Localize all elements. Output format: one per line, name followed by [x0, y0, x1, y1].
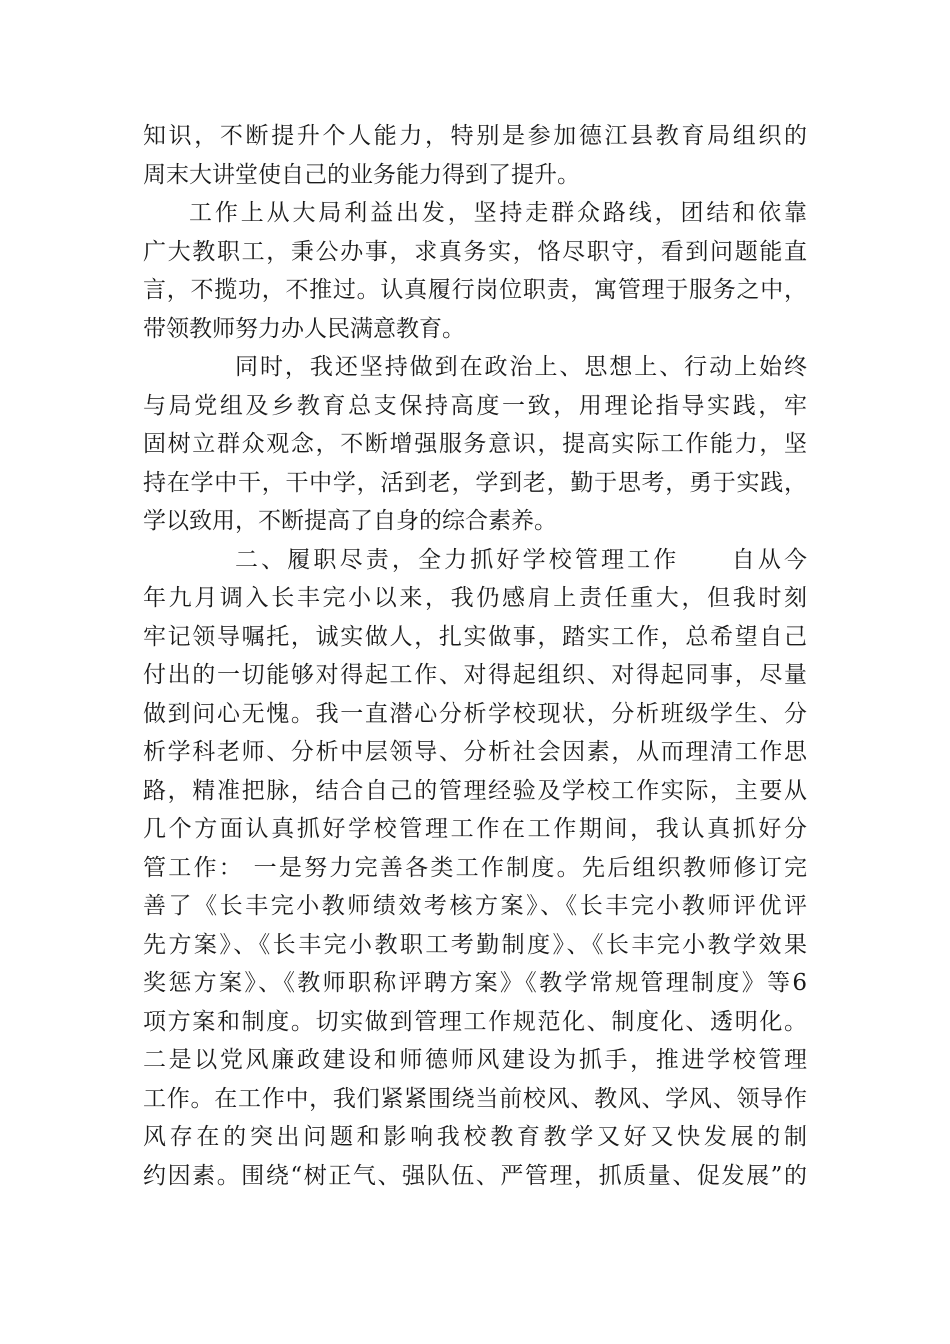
text-line: 风存在的突出问题和影响我校教育教学又好又快发展的制	[143, 1124, 807, 1150]
text-line: 约因素。围绕“树正气、强队伍、严管理，抓质量、促发展”的	[143, 1162, 807, 1189]
text-line: 几个方面认真抓好学校管理工作在工作期间，我认真抓好分	[143, 816, 807, 842]
text-line: 路，精准把脉，结合自己的管理经验及学校工作实际，主要从	[143, 777, 807, 804]
text-line: 周末大讲堂使自己的业务能力得到了提升。	[143, 161, 580, 188]
text-line: 学以致用，不断提高了自身的综合素养。	[143, 508, 557, 534]
text-line: 项方案和制度。切实做到管理工作规范化、制度化、透明化。	[143, 1008, 807, 1035]
text-line: 年九月调入长丰完小以来，我仍感肩上责任重大，但我时刻	[143, 585, 807, 611]
text-line: 与局党组及乡教育总支保持高度一致，用理论指导实践，牢	[143, 392, 807, 419]
text-line: 析学科老师、分析中层领导、分析社会因素，从而理清工作思	[143, 739, 807, 765]
text-line: 广大教职工，秉公办事，求真务实，恪尽职守，看到问题能直	[143, 238, 807, 265]
text-line: 管工作： 一是努力完善各类工作制度。先后组织教师修订完	[143, 854, 807, 881]
text-line: 牢记领导嘱托，诚实做人，扎实做事，踏实工作，总希望自己	[143, 623, 807, 650]
text-line: 知识，不断提升个人能力，特别是参加德江县教育局组织的	[143, 123, 807, 149]
text-line: 带领教师努力办人民满意教育。	[143, 315, 465, 342]
text-line: 工作。在工作中，我们紧紧围绕当前校风、教风、学风、领导作	[143, 1085, 807, 1112]
text-line: 付出的一切能够对得起工作、对得起组织、对得起同事，尽量	[143, 662, 807, 688]
section-heading-line: 二、履职尽责，全力抓好学校管理工作 自从今	[235, 546, 807, 573]
text-line: 做到问心无愧。我一直潜心分析学校现状，分析班级学生、分	[143, 700, 807, 727]
text-line: 二是以党风廉政建设和师德师风建设为抓手，推进学校管理	[143, 1047, 807, 1073]
text-line: 持在学中干，干中学，活到老，学到老，勤于思考，勇于实践，	[143, 469, 807, 496]
text-line: 奖惩方案》、《教师职称评聘方案》《教学常规管理制度》等6	[143, 970, 807, 996]
text-line: 同时，我还坚持做到在政治上、思想上、行动上始终	[235, 354, 807, 380]
document-body	[143, 117, 807, 1195]
text-line: 工作上从大局利益出发，坚持走群众路线，团结和依靠	[189, 200, 807, 226]
text-line: 先方案》、《长丰完小教职工考勤制度》、《长丰完小教学效果	[143, 931, 807, 958]
text-line: 固树立群众观念，不断增强服务意识，提高实际工作能力，坚	[143, 431, 807, 457]
text-line: 善了《长丰完小教师绩效考核方案》、《长丰完小教师评优评	[143, 893, 807, 919]
text-line: 言，不揽功，不推过。认真履行岗位职责，寓管理于服务之中，	[143, 277, 807, 303]
